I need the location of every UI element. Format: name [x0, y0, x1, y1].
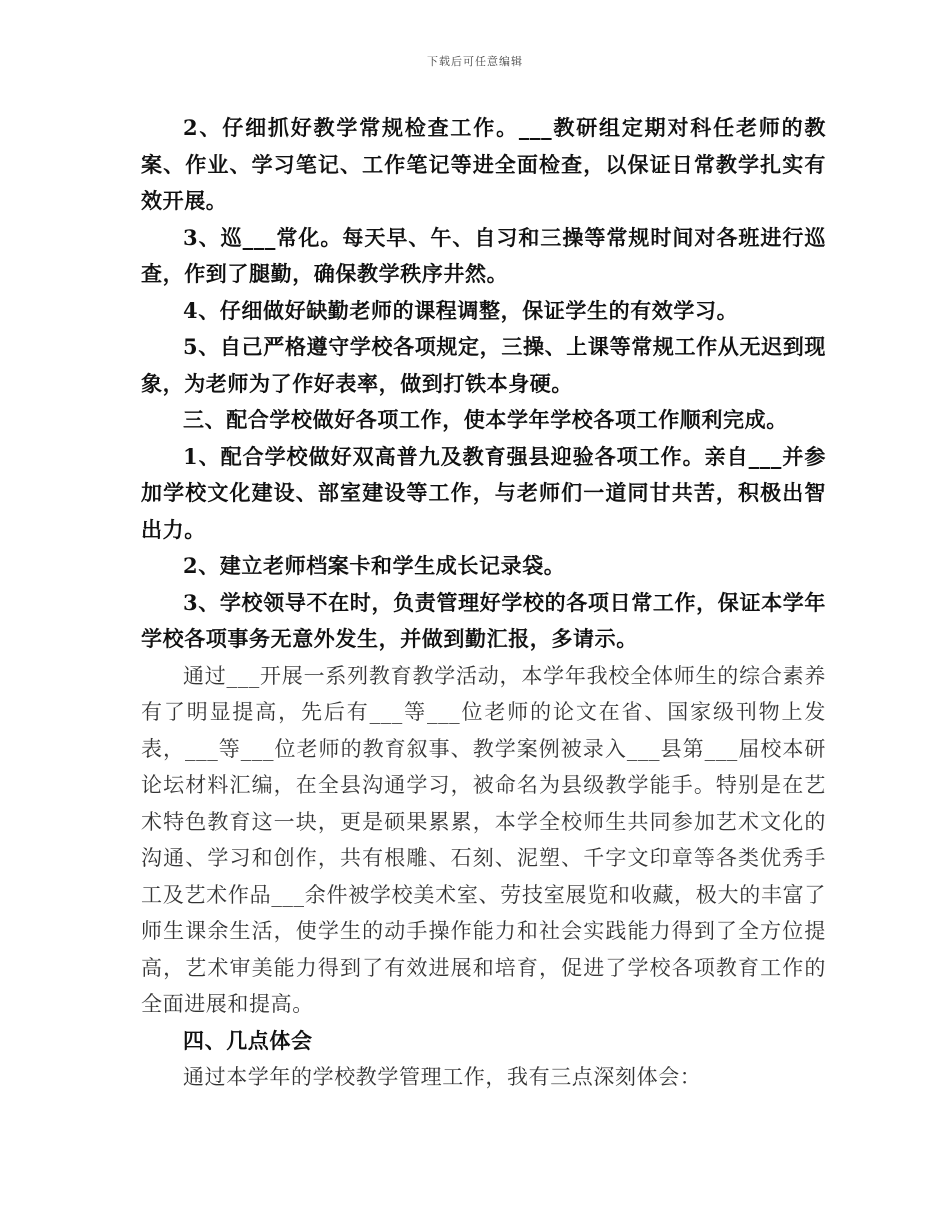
section-heading-3: 三、配合学校做好各项工作，使本学年学校各项工作顺利完成。 — [183, 407, 788, 432]
paragraph-item-1-cooperation: 1、配合学校做好双高普九及教育强县迎验各项工作。亲自___并参加学校文化建设、部室建设等工作，与老师们一道同甘共苦，积极出智出力。 — [141, 443, 826, 542]
paragraph-item-3-management: 3、学校领导不在时，负责管理好学校的各项日常工作，保证本学年学校各项事务无意外发生，并做到勤汇报，多请示。 — [141, 589, 826, 651]
page-header: 下载后可任意编辑 — [427, 55, 523, 68]
document-body — [141, 110, 826, 1096]
paragraph-item-3-patrol: 3、巡___常化。每天早、午、自习和三操等常规时间对各班进行巡查，作到了腿勤，确保教学秩序井然。 — [141, 224, 826, 286]
paragraph-item-5-self-discipline: 5、自己严格遵守学校各项规定，三操、上课等常规工作从无迟到现象，为老师为了作好表率，做到打铁本身硬。 — [141, 334, 826, 396]
paragraph-reflection-intro: 通过本学年的学校教学管理工作，我有三点深刻体会： — [183, 1065, 702, 1089]
paragraph-achievements: 通过___开展一系列教育教学活动，本学年我校全体师生的综合素养有了明显提高，先后有___等___位老师的论文在省、国家级刊物上发表，___等___位老师的教育叙事、教学案例被录入___县第___届校本研论坛材料汇编，在全县沟通学习，被命名为县级教学能手。特别是在艺术特色教育这一块，更是硕果累累，本学全校师生共同参加艺术文化的沟通、学习和创作，共有根雕、石刻、泥塑、千字文印章等各类优秀手工及艺术作品___余件被学校美术室、劳技室展览和收藏，极大的丰富了师生课余生活，使学生的动手操作能力和社会实践能力得到了全方位提高，艺术审美能力得到了有效进展和培育，促进了学校各项教育工作的全面进展和提高。 — [141, 663, 826, 1016]
section-heading-4: 四、几点体会 — [183, 1027, 313, 1053]
paragraph-item-4-course-adjust: 4、仔细做好缺勤老师的课程调整，保证学生的有效学习。 — [183, 297, 739, 323]
paragraph-item-2-routine-check: 2、仔细抓好教学常规检查工作。___教研组定期对科任老师的教案、作业、学习笔记、工作笔记等进全面检查，以保证日常教学扎实有效开展。 — [141, 115, 826, 213]
paragraph-item-2-archives: 2、建立老师档案卡和学生成长记录袋。 — [183, 553, 566, 578]
